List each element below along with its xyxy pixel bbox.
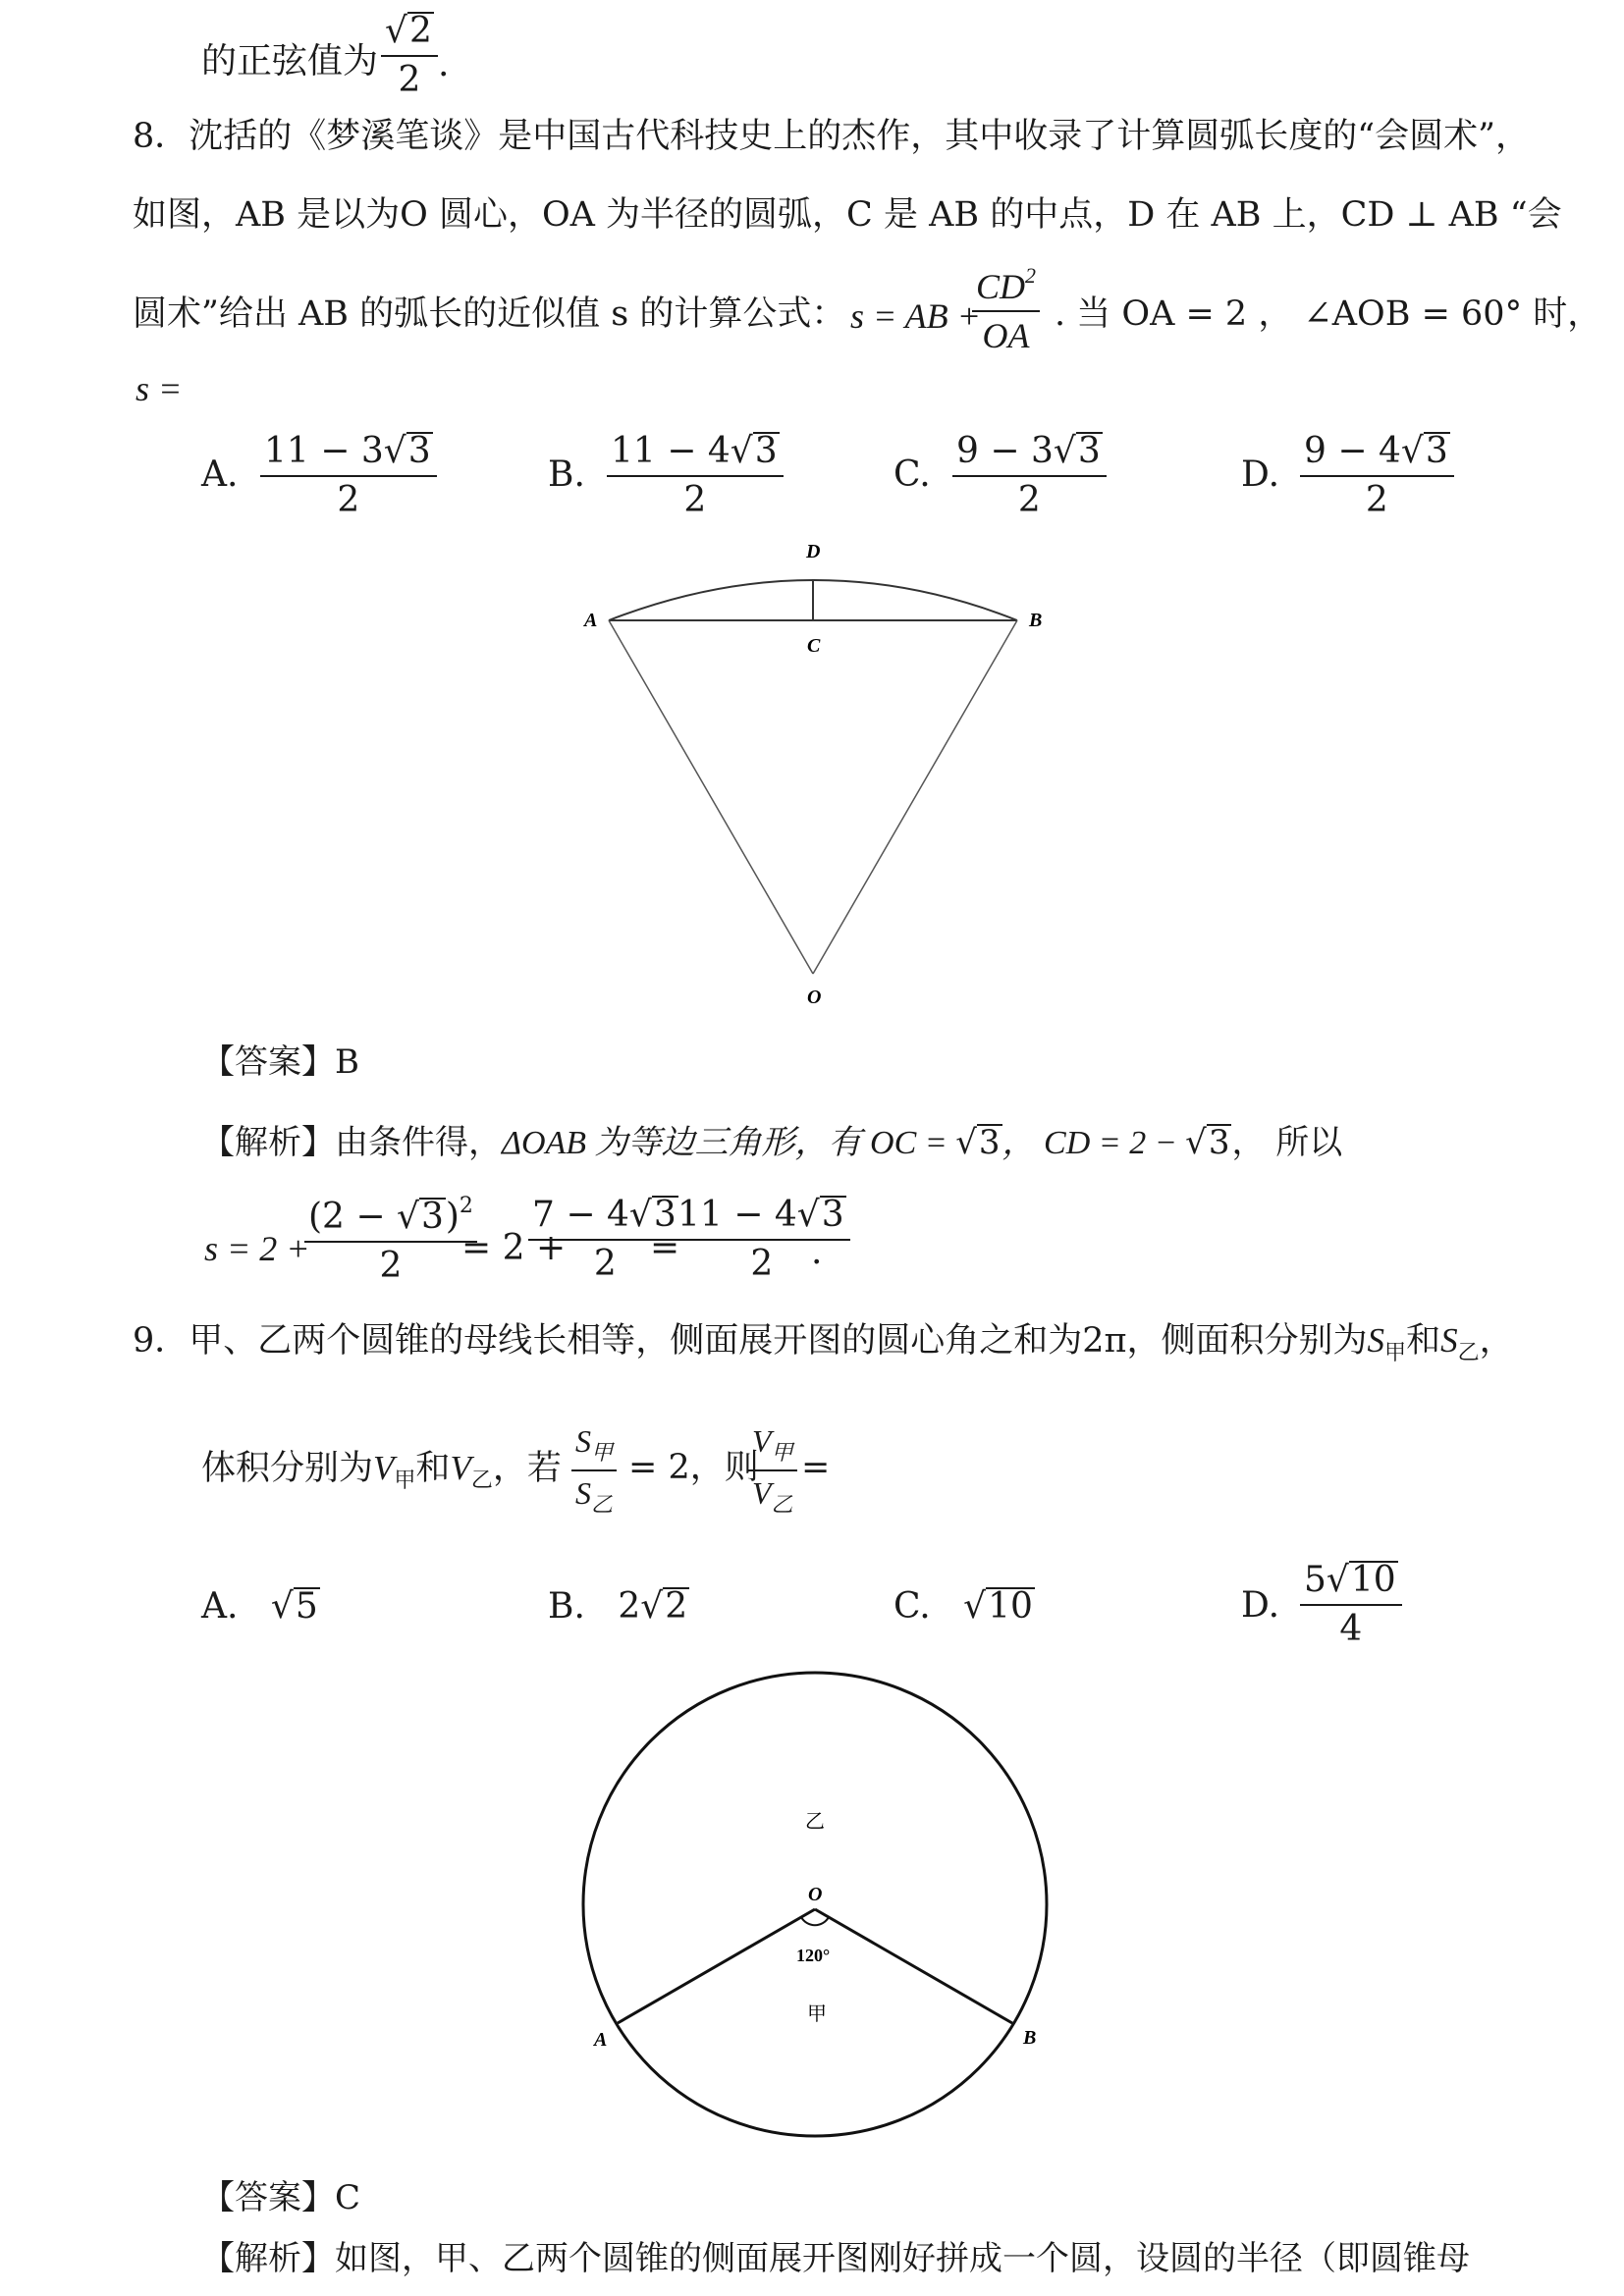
q9-radius-ob xyxy=(815,1909,1012,2023)
q9-ratio-v-den-sub: 乙 xyxy=(771,1492,793,1517)
q8-option-a-den: 2 xyxy=(337,480,360,520)
q9-option-c[interactable]: C. √10 xyxy=(893,1586,1033,1627)
q9-option-b-pre: 2 xyxy=(618,1586,641,1627)
q9-option-d-rad: 10 xyxy=(1350,1560,1396,1600)
q8-label-b: B xyxy=(1029,610,1043,631)
q8-line3-b: . 当 OA = 2 ， ∠AOB = 60° 时， xyxy=(1055,294,1602,334)
q9-v-he: 和 xyxy=(415,1449,451,1488)
q9-line2-a xyxy=(201,1451,562,1492)
q9-he: 和 xyxy=(1406,1321,1441,1361)
q9-s-yi: S xyxy=(1440,1321,1458,1360)
top-den: 2 xyxy=(398,60,421,100)
q9-line1 xyxy=(133,1323,1514,1364)
q8-option-d-num: 9 − 4 xyxy=(1304,431,1401,471)
q9-line2-d: = xyxy=(801,1448,831,1487)
q8-analysis-cd: 3 xyxy=(1208,1123,1230,1162)
q9-s-jia-sub: 甲 xyxy=(1384,1341,1407,1365)
q8-calc-frac3: 11 − 4√3 2 xyxy=(674,1196,850,1282)
q9-option-c-rad: 10 xyxy=(988,1586,1033,1627)
q9-label-a: A xyxy=(594,2029,608,2051)
q9-label-angle: 120° xyxy=(796,1946,831,1965)
q9-answer: 【答案】C xyxy=(201,2178,361,2217)
q9-option-d-label: D. xyxy=(1241,1585,1280,1626)
q9-ratio-s-den-sub: 乙 xyxy=(591,1492,614,1517)
q8-analysis: 【解析】由条件得，ΔOAB 为等边三角形，有 OC = √3， CD = 2 − √3， 所以 xyxy=(201,1123,1343,1162)
q8-line1: 8．沈括的《梦溪笔谈》是中国古代科技史上的杰作，其中收录了计算圆弧长度的“会圆术”， xyxy=(133,117,1531,156)
q9-ratio-v-den: V xyxy=(752,1475,772,1511)
q8-analysis-a: 【解析】由条件得， xyxy=(201,1123,502,1162)
q9-line2-text: 体积分别为 xyxy=(201,1449,374,1488)
q8-analysis-oc: 3 xyxy=(978,1123,1001,1162)
q8-option-b-label: B. xyxy=(548,454,585,495)
top-prefix: 的正弦值为 xyxy=(201,41,379,81)
q8-option-c-rad: 3 xyxy=(1077,431,1101,471)
q9-analysis: 【解析】如图，甲、乙两个圆锥的侧面展开图刚好拼成一个圆，设圆的半径（即圆锥母 xyxy=(201,2239,1470,2278)
q9-angle-mark xyxy=(801,1917,829,1925)
q8-formula-num: CD xyxy=(976,267,1026,306)
q8-option-b-rad: 3 xyxy=(754,431,778,471)
q8-calc-end: . xyxy=(811,1232,823,1272)
q9-ratio-s xyxy=(571,1425,617,1516)
q9-line1-text: 9．甲、乙两个圆锥的母线长相等，侧面展开图的圆心角之和为2π，侧面积分别为 xyxy=(133,1321,1368,1361)
q8-calc-eq1: = 2 + xyxy=(461,1228,567,1268)
top-num: 2 xyxy=(408,11,432,51)
q8-calc-f1-num-b: ) xyxy=(445,1197,460,1237)
q8-calc-f1-num-a: (2 − xyxy=(308,1197,397,1237)
q8-calc-s: s = 2 + xyxy=(204,1229,310,1268)
q8-sector-figure xyxy=(550,530,1060,1021)
q9-option-b[interactable]: B. 2√2 xyxy=(548,1586,688,1627)
q8-line3-a: 圆术”给出 AB 的弧长的近似值 s 的计算公式： xyxy=(133,294,846,334)
q9-option-c-label: C. xyxy=(893,1586,931,1627)
q8-calc-f2-num-a: 7 − 4 xyxy=(532,1195,629,1235)
q8-label-o: O xyxy=(807,987,822,1008)
q8-calc-frac2: 7 − 4√3 2 xyxy=(528,1196,682,1282)
q9-ratio-v-num-sub: 甲 xyxy=(771,1440,793,1465)
q8-calc-f3-rad: 3 xyxy=(821,1195,844,1235)
q8-line2: 如图，AB 是以为O 圆心，OA 为半径的圆弧，C 是 AB 的中点，D 在 AB 上，CD ⊥ AB “会 xyxy=(133,195,1562,235)
q8-option-a-rad: 3 xyxy=(407,431,431,471)
q8-calc-f1-den: 2 xyxy=(379,1246,403,1286)
q9-label-jia: 甲 xyxy=(807,2003,827,2025)
q8-option-d-label: D. xyxy=(1241,454,1280,495)
q9-line2-ruo: ，若 xyxy=(492,1449,562,1488)
q9-option-d-den: 4 xyxy=(1339,1609,1363,1649)
q9-line2-c: = 2，则 xyxy=(628,1448,759,1487)
q9-option-a-rad: 5 xyxy=(295,1586,318,1627)
q8-formula-fraction xyxy=(972,265,1040,353)
q8-calc-f2-rad: 3 xyxy=(653,1195,677,1235)
q9-ratio-s-num-sub: 甲 xyxy=(591,1440,614,1465)
q8-option-a-num: 11 − 3 xyxy=(264,431,384,471)
q8-label-d: D xyxy=(806,541,821,562)
q9-option-b-rad: 2 xyxy=(665,1586,688,1627)
q9-label-o: O xyxy=(808,1884,823,1905)
q9-v-jia-sub: 甲 xyxy=(394,1468,416,1493)
q8-calc-f1-rad: 3 xyxy=(420,1197,444,1237)
q8-analysis-d: ， 所以 xyxy=(1231,1123,1343,1162)
q9-circle-figure xyxy=(569,1669,1080,2160)
q8-radius-oa xyxy=(609,620,813,974)
q8-calc-eq2: = xyxy=(650,1228,680,1268)
q8-calc-f3-num-a: 11 − 4 xyxy=(677,1195,797,1235)
q9-v-jia: V xyxy=(373,1449,395,1487)
q8-formula-sup: 2 xyxy=(1025,263,1037,288)
top-suffix: . xyxy=(438,44,450,84)
q8-option-c-den: 2 xyxy=(1017,480,1041,520)
q9-comma: ， xyxy=(1479,1321,1514,1361)
q8-option-c-label: C. xyxy=(893,454,931,495)
q9-s-yi-sub: 乙 xyxy=(1457,1341,1480,1365)
top-fraction: √2 2 xyxy=(381,12,438,98)
q9-radius-oa xyxy=(618,1909,815,2023)
q8-option-d-rad: 3 xyxy=(1425,431,1448,471)
q9-option-b-label: B. xyxy=(548,1586,585,1627)
q9-label-yi: 乙 xyxy=(805,1811,825,1833)
q8-option-d-den: 2 xyxy=(1365,480,1388,520)
q9-ratio-v xyxy=(748,1425,797,1516)
q8-line4: s = xyxy=(135,369,183,408)
q8-analysis-c: ， CD = 2 − xyxy=(1001,1125,1186,1161)
q8-calc-f1-sup: 2 xyxy=(459,1194,473,1218)
q8-option-a-label: A. xyxy=(201,454,239,495)
q9-ratio-s-den: S xyxy=(575,1475,591,1511)
q8-calc-frac1: $(2 - √3)^2$ 2 xyxy=(304,1196,477,1284)
q9-option-d-pre: 5 xyxy=(1304,1560,1326,1600)
q9-label-b: B xyxy=(1023,2027,1037,2049)
q9-s-jia: S xyxy=(1367,1321,1385,1360)
q8-radius-ob xyxy=(813,620,1017,974)
q8-calc-f3-den: 2 xyxy=(750,1244,774,1284)
q8-option-b-den: 2 xyxy=(683,480,707,520)
q9-v-yi: V xyxy=(450,1449,471,1487)
q8-option-c-num: 9 − 3 xyxy=(956,431,1054,471)
q9-option-a-label: A. xyxy=(201,1586,239,1627)
q8-label-c: C xyxy=(807,635,821,657)
q9-v-yi-sub: 乙 xyxy=(470,1468,493,1493)
q8-analysis-b: ΔOAB 为等边三角形，有 OC = xyxy=(502,1125,956,1161)
q8-answer: 【答案】B xyxy=(201,1042,359,1082)
q9-ratio-s-num: S xyxy=(575,1423,591,1459)
q8-formula-lhs: s = AB + xyxy=(850,296,981,336)
q8-calc-f2-den: 2 xyxy=(593,1244,617,1284)
q8-label-a: A xyxy=(584,610,598,631)
q8-formula-den: OA xyxy=(982,316,1030,355)
q9-ratio-v-num: V xyxy=(752,1423,772,1459)
q8-option-b-num: 11 − 4 xyxy=(611,431,731,471)
q9-option-a[interactable]: A. √5 xyxy=(201,1586,318,1627)
